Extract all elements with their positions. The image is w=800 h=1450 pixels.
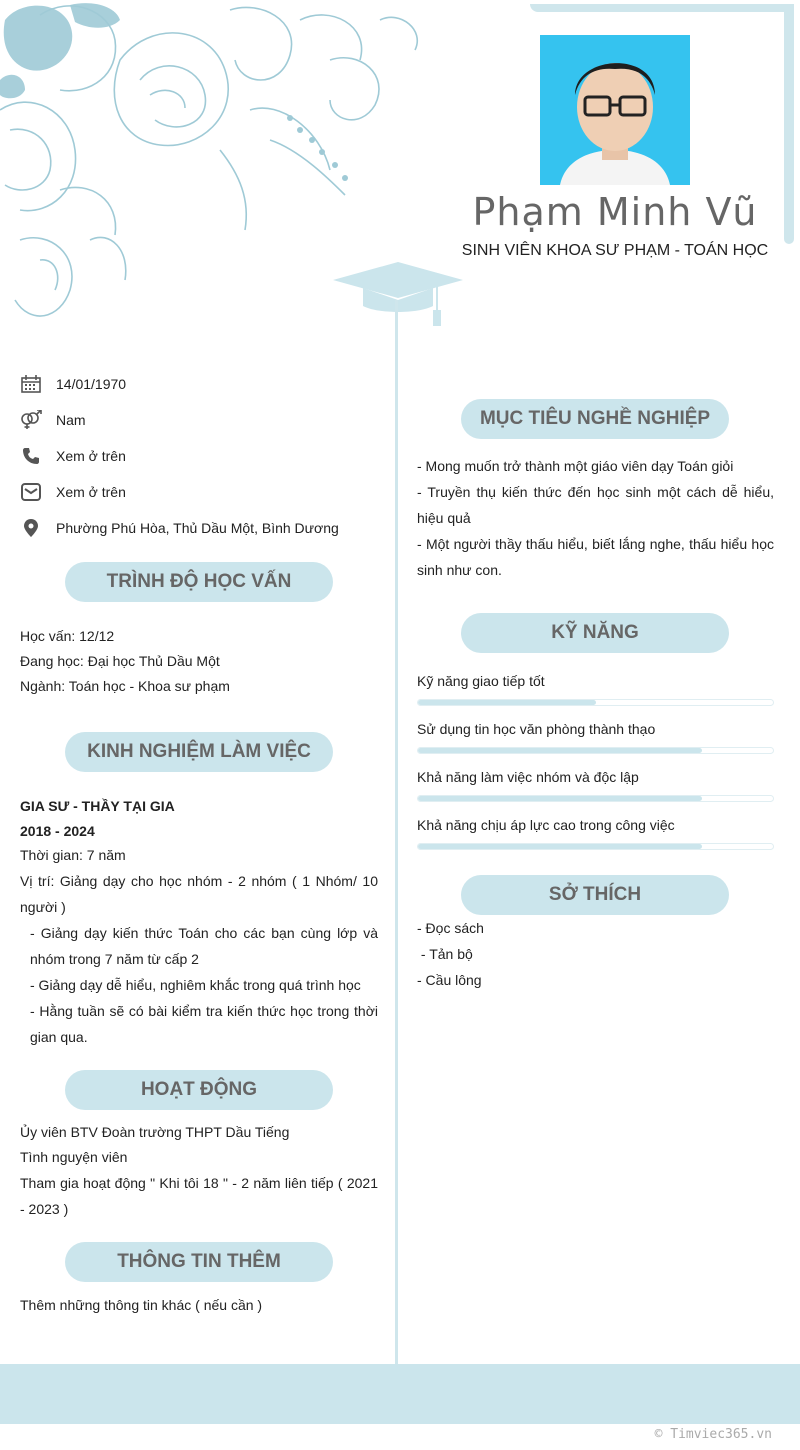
experience-role: GIA SƯ - THẦY TẠI GIA	[20, 798, 175, 814]
hobby-item: - Đọc sách	[417, 920, 484, 936]
skills-heading: KỸ NĂNG	[461, 613, 729, 653]
skill-label: Kỹ năng giao tiếp tốt	[417, 673, 545, 689]
education-content	[20, 623, 380, 699]
contact-dob	[20, 374, 126, 394]
skill-bar	[417, 699, 774, 706]
activities-line: Tham gia hoạt động " Khi tôi 18 " - 2 năm liên tiếp ( 2021 - 2023 )	[20, 1175, 378, 1217]
contact-text: 14/01/1970	[56, 376, 127, 392]
experience-detail: - Hằng tuần sẽ có bài kiểm tra kiến thức học trong thời gian qua.	[30, 1003, 378, 1045]
gender-icon	[20, 410, 42, 430]
graduation-cap-icon	[333, 258, 463, 330]
education-line: Đang học: Đại học Thủ Dầu Một	[20, 653, 220, 669]
location-icon	[20, 518, 42, 538]
contact-text: Xem ở trên	[56, 448, 126, 464]
hobby-item: - Tản bộ	[417, 946, 473, 962]
skill-bar	[417, 747, 774, 754]
skill-label: Sử dụng tin học văn phòng thành thạo	[417, 721, 656, 737]
skill-bar	[417, 795, 774, 802]
footer-band	[0, 1364, 800, 1424]
hobby-item: - Cầu lông	[417, 972, 482, 988]
contact-gender	[20, 410, 86, 430]
contact-phone	[20, 446, 126, 466]
extra-text: Thêm những thông tin khác ( nếu cần )	[20, 1297, 263, 1313]
profile-photo	[540, 35, 690, 185]
experience-duration: Thời gian: 7 năm	[20, 847, 126, 863]
candidate-title: SINH VIÊN KHOA SƯ PHẠM - TOÁN HỌC	[461, 242, 769, 259]
objective-line: - Truyền thụ kiến thức đến học sinh một cách dễ hiểu, hiệu quả	[417, 484, 774, 526]
activities-line: Ủy viên BTV Đoàn trường THPT Dầu Tiếng	[20, 1124, 290, 1140]
objective-heading: MỤC TIÊU NGHỀ NGHIỆP	[461, 399, 729, 439]
calendar-icon	[20, 374, 42, 394]
skill-bar-fill	[418, 748, 702, 753]
email-icon	[20, 482, 42, 502]
contact-email	[20, 482, 126, 502]
experience-detail: - Giảng dạy kiến thức Toán cho các bạn cùng lớp và nhóm trong 7 năm từ cấp 2	[30, 925, 378, 967]
contact-text: Phường Phú Hòa, Thủ Dầu Một, Bình Dương	[56, 520, 339, 536]
contact-address	[20, 518, 339, 538]
skill-bar-fill	[418, 796, 702, 801]
extra-heading: THÔNG TIN THÊM	[65, 1242, 333, 1282]
contact-text: Xem ở trên	[56, 484, 126, 500]
skill-bar-fill	[418, 700, 596, 705]
skill-label: Khả năng làm việc nhóm và độc lập	[417, 769, 639, 785]
experience-position: Vị trí: Giảng dạy cho học nhóm - 2 nhóm ( 1 Nhóm/ 10 người )	[20, 873, 378, 915]
education-line: Học vấn: 12/12	[20, 628, 115, 644]
phone-icon	[20, 446, 42, 466]
copyright: © Timviec365.vn	[654, 1427, 772, 1442]
contact-text: Nam	[56, 412, 86, 428]
skill-bar	[417, 843, 774, 850]
frame-top-line	[530, 4, 788, 12]
column-divider	[395, 300, 398, 1365]
education-line: Ngành: Toán học - Khoa sư phạm	[20, 678, 230, 694]
candidate-name: Phạm Minh Vũ	[472, 190, 758, 234]
activities-line: Tình nguyện viên	[20, 1149, 128, 1165]
objective-line: - Một người thầy thấu hiểu, biết lắng nghe, thấu hiểu học sinh như con.	[417, 536, 774, 578]
hobbies-heading: SỞ THÍCH	[461, 875, 729, 915]
activities-heading: HOẠT ĐỘNG	[65, 1070, 333, 1110]
skill-label: Khả năng chịu áp lực cao trong công việc	[417, 817, 675, 833]
experience-heading: KINH NGHIỆM LÀM VIỆC	[65, 732, 333, 772]
experience-period: 2018 - 2024	[20, 823, 95, 839]
objective-line: - Mong muốn trở thành một giáo viên dạy Toán giỏi	[417, 458, 734, 474]
experience-detail: - Giảng dạy dễ hiểu, nghiêm khắc trong quá trình học	[30, 977, 361, 993]
education-heading: TRÌNH ĐỘ HỌC VẤN	[65, 562, 333, 602]
skill-bar-fill	[418, 844, 702, 849]
